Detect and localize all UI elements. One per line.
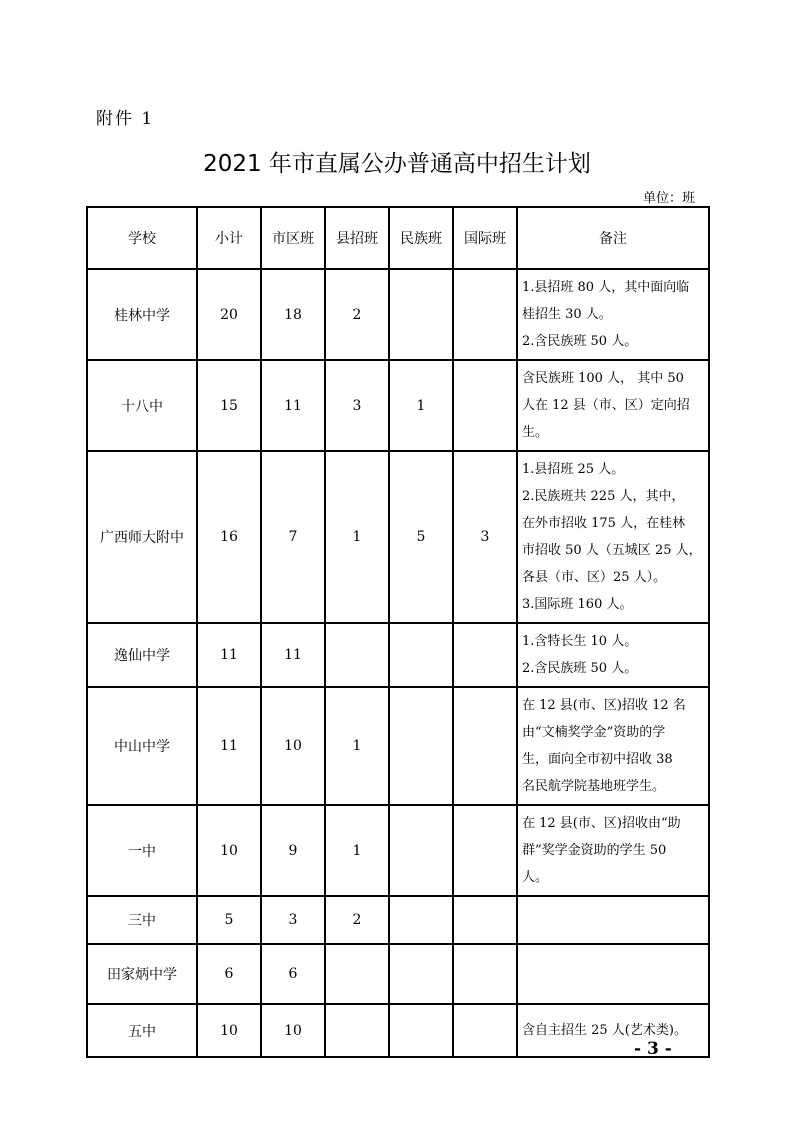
county-class-cell: 3 — [325, 360, 389, 451]
attachment-label: 附件 1 — [96, 109, 155, 129]
city-class-cell: 10 — [261, 687, 325, 805]
total-cell: 6 — [197, 944, 261, 1004]
ethnic-class-cell — [389, 944, 453, 1004]
ethnic-class-cell: 5 — [389, 451, 453, 623]
notes-cell — [517, 896, 709, 944]
table-row — [87, 896, 709, 944]
unit-label: 单位：班 — [643, 191, 696, 206]
note-line: 桂招生 30 人。 — [522, 307, 612, 322]
city-class-cell: 10 — [261, 1004, 325, 1057]
total-cell: 16 — [197, 451, 261, 623]
county-class-cell: 1 — [325, 687, 389, 805]
school-cell: 三中 — [87, 896, 197, 944]
intl-class-cell — [453, 1004, 517, 1057]
ethnic-class-cell — [389, 269, 453, 360]
notes-cell — [517, 944, 709, 1004]
table-row — [87, 687, 709, 805]
note-line: 含民族班 100 人， 其中 50 — [522, 371, 684, 386]
school-cell: 田家炳中学 — [87, 944, 197, 1004]
notes-cell — [517, 805, 709, 896]
county-class-cell — [325, 944, 389, 1004]
city-class-cell: 9 — [261, 805, 325, 896]
ethnic-class-cell — [389, 623, 453, 687]
school-cell: 一中 — [87, 805, 197, 896]
intl-class-cell — [453, 896, 517, 944]
school-cell: 广西师大附中 — [87, 451, 197, 623]
note-line: 1.县招班 25 人。 — [522, 462, 625, 477]
note-line: 名民航学院基地班学生。 — [522, 779, 666, 794]
page-title: 2021 年市直属公办普通高中招生计划 — [203, 151, 591, 177]
county-class-cell — [325, 1004, 389, 1057]
note-line: 1.含特长生 10 人。 — [522, 634, 638, 649]
ethnic-class-cell — [389, 805, 453, 896]
note-line: 群”奖学金资助的学生 50 — [522, 843, 667, 858]
notes-cell — [517, 360, 709, 451]
note-line: 3.国际班 160 人。 — [522, 597, 633, 612]
table-row — [87, 944, 709, 1004]
intl-class-cell: 3 — [453, 451, 517, 623]
school-cell: 逸仙中学 — [87, 623, 197, 687]
county-class-cell — [325, 623, 389, 687]
city-class-cell: 18 — [261, 269, 325, 360]
page-number: - 3 - — [634, 1039, 672, 1059]
ethnic-class-cell — [389, 687, 453, 805]
note-line: 生，面向全市初中招收 38 — [522, 752, 673, 767]
table-header-row — [87, 207, 709, 269]
note-line: 2.民族班共 225 人，其中， — [522, 489, 685, 504]
total-cell: 11 — [197, 687, 261, 805]
total-cell: 5 — [197, 896, 261, 944]
note-line: 人。 — [522, 870, 549, 885]
note-line: 在 12 县(市、区)招收由“助 — [522, 816, 681, 831]
county-class-cell: 2 — [325, 269, 389, 360]
county-class-cell: 1 — [325, 805, 389, 896]
table-row — [87, 1004, 709, 1057]
table-row — [87, 451, 709, 623]
note-line: 人在 12 县（市、区）定向招 — [522, 398, 690, 413]
intl-class-cell — [453, 623, 517, 687]
ethnic-class-cell — [389, 896, 453, 944]
note-line: 各县（市、区）25 人）。 — [522, 570, 667, 585]
header-county-class: 县招班 — [325, 207, 389, 269]
note-line: 由“文楠奖学金”资助的学 — [522, 725, 666, 740]
intl-class-cell — [453, 269, 517, 360]
total-cell: 15 — [197, 360, 261, 451]
school-cell: 五中 — [87, 1004, 197, 1057]
notes-cell — [517, 623, 709, 687]
total-cell: 10 — [197, 1004, 261, 1057]
header-school: 学校 — [87, 207, 197, 269]
county-class-cell: 2 — [325, 896, 389, 944]
note-line: 含自主招生 25 人(艺术类)。 — [522, 1023, 687, 1038]
school-cell: 桂林中学 — [87, 269, 197, 360]
header-total: 小计 — [197, 207, 261, 269]
total-cell: 20 — [197, 269, 261, 360]
notes-cell — [517, 1004, 709, 1057]
table-row — [87, 269, 709, 360]
ethnic-class-cell: 1 — [389, 360, 453, 451]
note-line: 市招收 50 人（五城区 25 人， — [522, 543, 702, 558]
ethnic-class-cell — [389, 1004, 453, 1057]
city-class-cell: 6 — [261, 944, 325, 1004]
table-row — [87, 805, 709, 896]
intl-class-cell — [453, 360, 517, 451]
county-class-cell: 1 — [325, 451, 389, 623]
table-row — [87, 623, 709, 687]
intl-class-cell — [453, 944, 517, 1004]
city-class-cell: 11 — [261, 360, 325, 451]
note-line: 2.含民族班 50 人。 — [522, 661, 638, 676]
city-class-cell: 11 — [261, 623, 325, 687]
notes-cell — [517, 687, 709, 805]
notes-cell — [517, 451, 709, 623]
school-cell: 中山中学 — [87, 687, 197, 805]
note-line: 在 12 县(市、区)招收 12 名 — [522, 698, 686, 713]
city-class-cell: 3 — [261, 896, 325, 944]
note-line: 1.县招班 80 人，其中面向临 — [522, 280, 690, 295]
enrollment-table — [86, 206, 710, 1058]
notes-cell — [517, 269, 709, 360]
intl-class-cell — [453, 687, 517, 805]
note-line: 在外市招收 175 人，在桂林 — [522, 516, 686, 531]
school-cell: 十八中 — [87, 360, 197, 451]
total-cell: 11 — [197, 623, 261, 687]
header-notes: 备注 — [517, 207, 709, 269]
table-row — [87, 360, 709, 451]
header-ethnic-class: 民族班 — [389, 207, 453, 269]
note-line: 生。 — [522, 425, 549, 440]
note-line: 2.含民族班 50 人。 — [522, 334, 638, 349]
total-cell: 10 — [197, 805, 261, 896]
city-class-cell: 7 — [261, 451, 325, 623]
header-intl-class: 国际班 — [453, 207, 517, 269]
intl-class-cell — [453, 805, 517, 896]
header-city-class: 市区班 — [261, 207, 325, 269]
